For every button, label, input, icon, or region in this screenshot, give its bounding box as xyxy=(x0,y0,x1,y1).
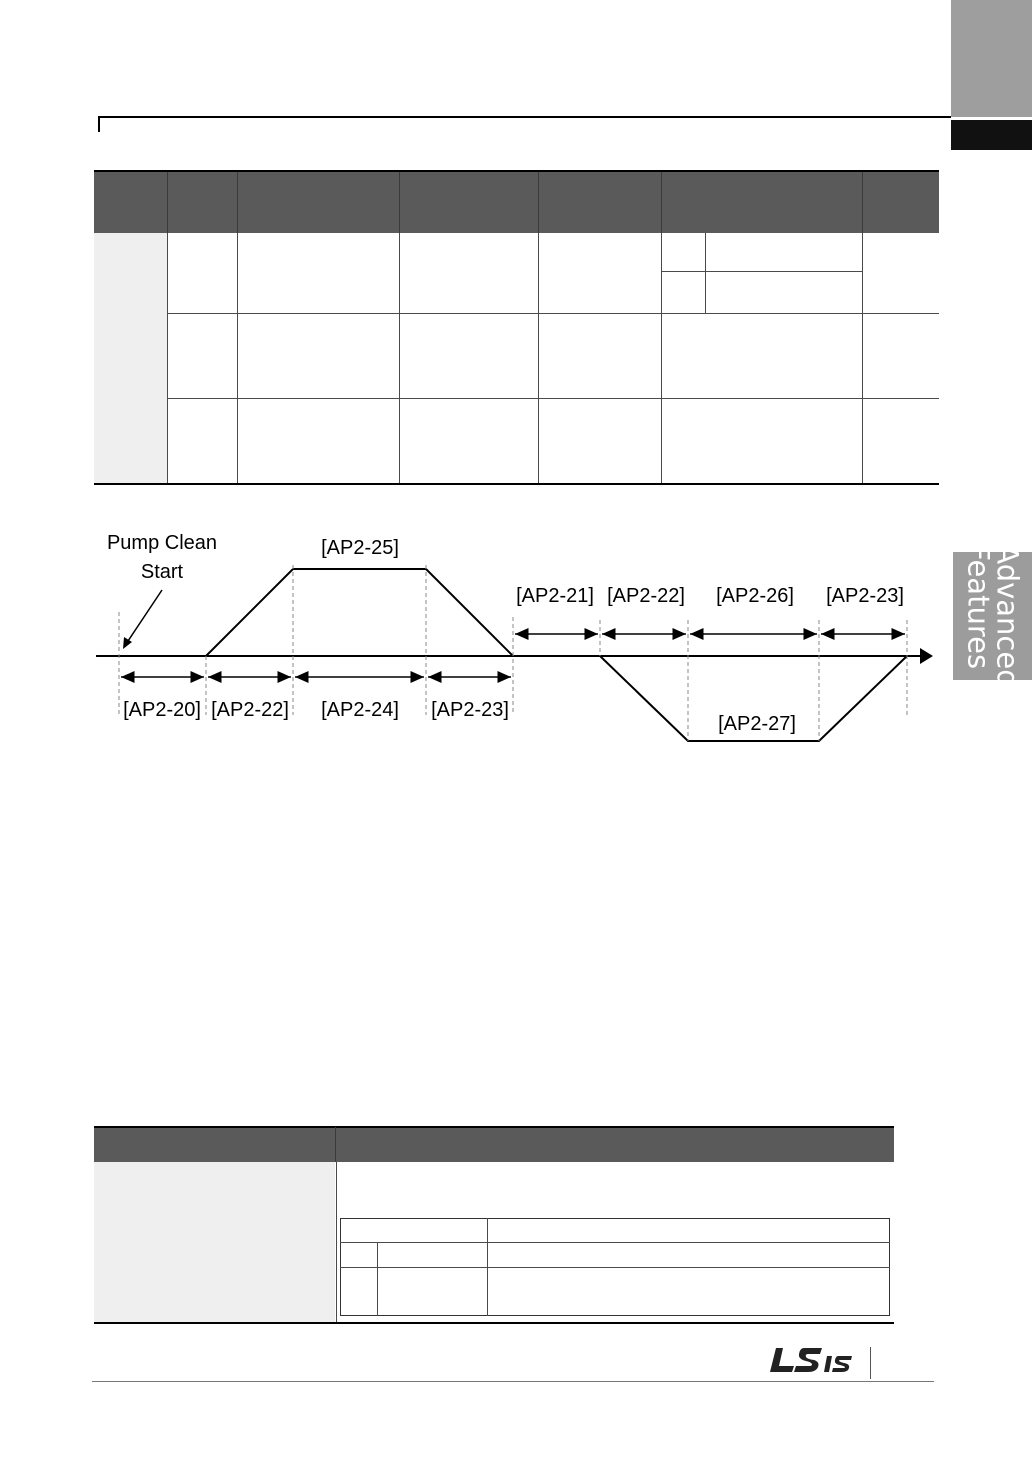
table-group-cell xyxy=(94,233,167,483)
label-ap2-20: [AP2-20] xyxy=(123,699,201,721)
header-rule xyxy=(98,116,951,118)
settings-table-header xyxy=(94,1127,894,1162)
time-axis-arrowhead xyxy=(920,648,933,664)
forward-profile xyxy=(206,569,513,656)
section-tab-label xyxy=(953,544,1032,688)
start-pointer-arrowhead xyxy=(123,637,132,649)
label-ap2-27: [AP2-27] xyxy=(718,713,796,735)
section-tab-label-line2: Features xyxy=(961,544,996,670)
label-ap2-21: [AP2-21] xyxy=(516,585,594,607)
label-ap2-24: [AP2-24] xyxy=(321,699,399,721)
table-header-row xyxy=(94,170,939,233)
header-rule-tick xyxy=(98,116,100,132)
label-ap2-25: [AP2-25] xyxy=(321,537,399,559)
label-ap2-26: [AP2-26] xyxy=(716,585,794,607)
pump-clean-timing-diagram xyxy=(90,520,950,750)
start-label-line1: Pump Clean xyxy=(106,532,218,554)
settings-table-group-cell xyxy=(94,1162,335,1322)
label-ap2-22-right: [AP2-22] xyxy=(607,585,685,607)
footer-separator xyxy=(870,1347,871,1379)
start-label-line2: Start xyxy=(140,561,184,583)
section-tab-label-line1: Advanced xyxy=(990,544,1025,688)
label-ap2-22-left: [AP2-22] xyxy=(211,699,289,721)
label-ap2-23-right: [AP2-23] xyxy=(826,585,904,607)
ls-is-logo xyxy=(770,1344,856,1376)
label-ap2-23-left: [AP2-23] xyxy=(431,699,509,721)
chapter-tab-marker xyxy=(951,120,1032,150)
start-pointer-line xyxy=(126,590,162,644)
chapter-tab-top xyxy=(951,0,1032,117)
footer-rule xyxy=(92,1381,934,1382)
